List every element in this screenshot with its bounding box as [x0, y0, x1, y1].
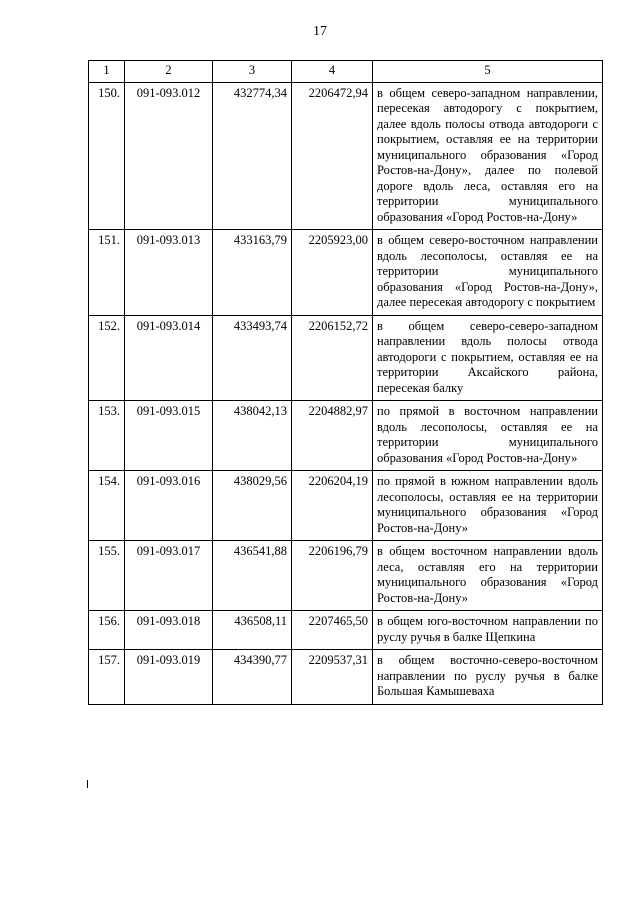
point-code: 091-093.013 — [125, 230, 213, 316]
table-row — [89, 650, 603, 705]
row-number: 152. — [89, 315, 125, 401]
point-code: 091-093.012 — [125, 82, 213, 230]
column-header-2: 2 — [125, 61, 213, 83]
point-code: 091-093.017 — [125, 541, 213, 611]
column-header-4: 4 — [292, 61, 373, 83]
row-number: 154. — [89, 471, 125, 541]
boundary-description: в общем северо-западном направлении, пересекая автодорогу с покрытием, далее вдоль полосы отвода автодороги с покрытием, оставляя ее на территории муниципального образования «Город Ростов-на-Дону», далее по полевой дороге вдоль леса, оставляя его на территории муниципального образования «Город Ростов-на-Дону» — [373, 82, 603, 230]
coordinate-x: 438042,13 — [213, 401, 292, 471]
row-number: 150. — [89, 82, 125, 230]
boundary-description: в общем юго-восточном направлении по руслу ручья в балке Щепкина — [373, 611, 603, 650]
boundary-description: по прямой в восточном направлении вдоль лесополосы, оставляя ее на территории муниципального образования «Город Ростов-на-Дону» — [373, 401, 603, 471]
coordinate-x: 436508,11 — [213, 611, 292, 650]
boundary-description: по прямой в южном направлении вдоль лесополосы, оставляя ее на территории муниципального образования «Город Ростов-на-Дону» — [373, 471, 603, 541]
column-header-1: 1 — [89, 61, 125, 83]
coordinate-y: 2206152,72 — [292, 315, 373, 401]
margin-tick-mark — [87, 780, 88, 788]
point-code: 091-093.019 — [125, 650, 213, 705]
table-row — [89, 315, 603, 401]
coordinate-x: 438029,56 — [213, 471, 292, 541]
table-row — [89, 471, 603, 541]
coordinate-x: 436541,88 — [213, 541, 292, 611]
column-header-5: 5 — [373, 61, 603, 83]
boundary-description: в общем восточном направлении вдоль леса, оставляя его на территории муниципального образования «Город Ростов-на-Дону» — [373, 541, 603, 611]
row-number: 156. — [89, 611, 125, 650]
point-code: 091-093.018 — [125, 611, 213, 650]
coordinate-y: 2206472,94 — [292, 82, 373, 230]
coordinate-y: 2206196,79 — [292, 541, 373, 611]
boundary-points-table — [88, 60, 603, 705]
coordinate-y: 2207465,50 — [292, 611, 373, 650]
boundary-description: в общем восточно-северо-восточном направлении по руслу ручья в балке Большая Камышеваха — [373, 650, 603, 705]
table-row — [89, 82, 603, 230]
point-code: 091-093.015 — [125, 401, 213, 471]
coordinate-y: 2204882,97 — [292, 401, 373, 471]
table-row — [89, 541, 603, 611]
coordinate-x: 433493,74 — [213, 315, 292, 401]
table-row — [89, 401, 603, 471]
page-number: 17 — [313, 24, 327, 39]
table-row — [89, 230, 603, 316]
row-number: 155. — [89, 541, 125, 611]
boundary-description: в общем северо-восточном направлении вдоль лесополосы, оставляя ее на территории муниципального образования «Город Ростов-на-Дону», далее пересекая автодорогу с покрытием — [373, 230, 603, 316]
table-header-row — [89, 61, 603, 83]
boundary-description: в общем северо-северо-западном направлении вдоль полосы отвода автодороги с покрытием, оставляя ее на территории Аксайского района, пересекая балку — [373, 315, 603, 401]
point-code: 091-093.016 — [125, 471, 213, 541]
coordinate-y: 2206204,19 — [292, 471, 373, 541]
coordinate-x: 433163,79 — [213, 230, 292, 316]
point-code: 091-093.014 — [125, 315, 213, 401]
table-row — [89, 611, 603, 650]
coordinate-y: 2209537,31 — [292, 650, 373, 705]
row-number: 157. — [89, 650, 125, 705]
column-header-3: 3 — [213, 61, 292, 83]
coordinate-x: 434390,77 — [213, 650, 292, 705]
row-number: 153. — [89, 401, 125, 471]
row-number: 151. — [89, 230, 125, 316]
coordinate-y: 2205923,00 — [292, 230, 373, 316]
coordinate-x: 432774,34 — [213, 82, 292, 230]
